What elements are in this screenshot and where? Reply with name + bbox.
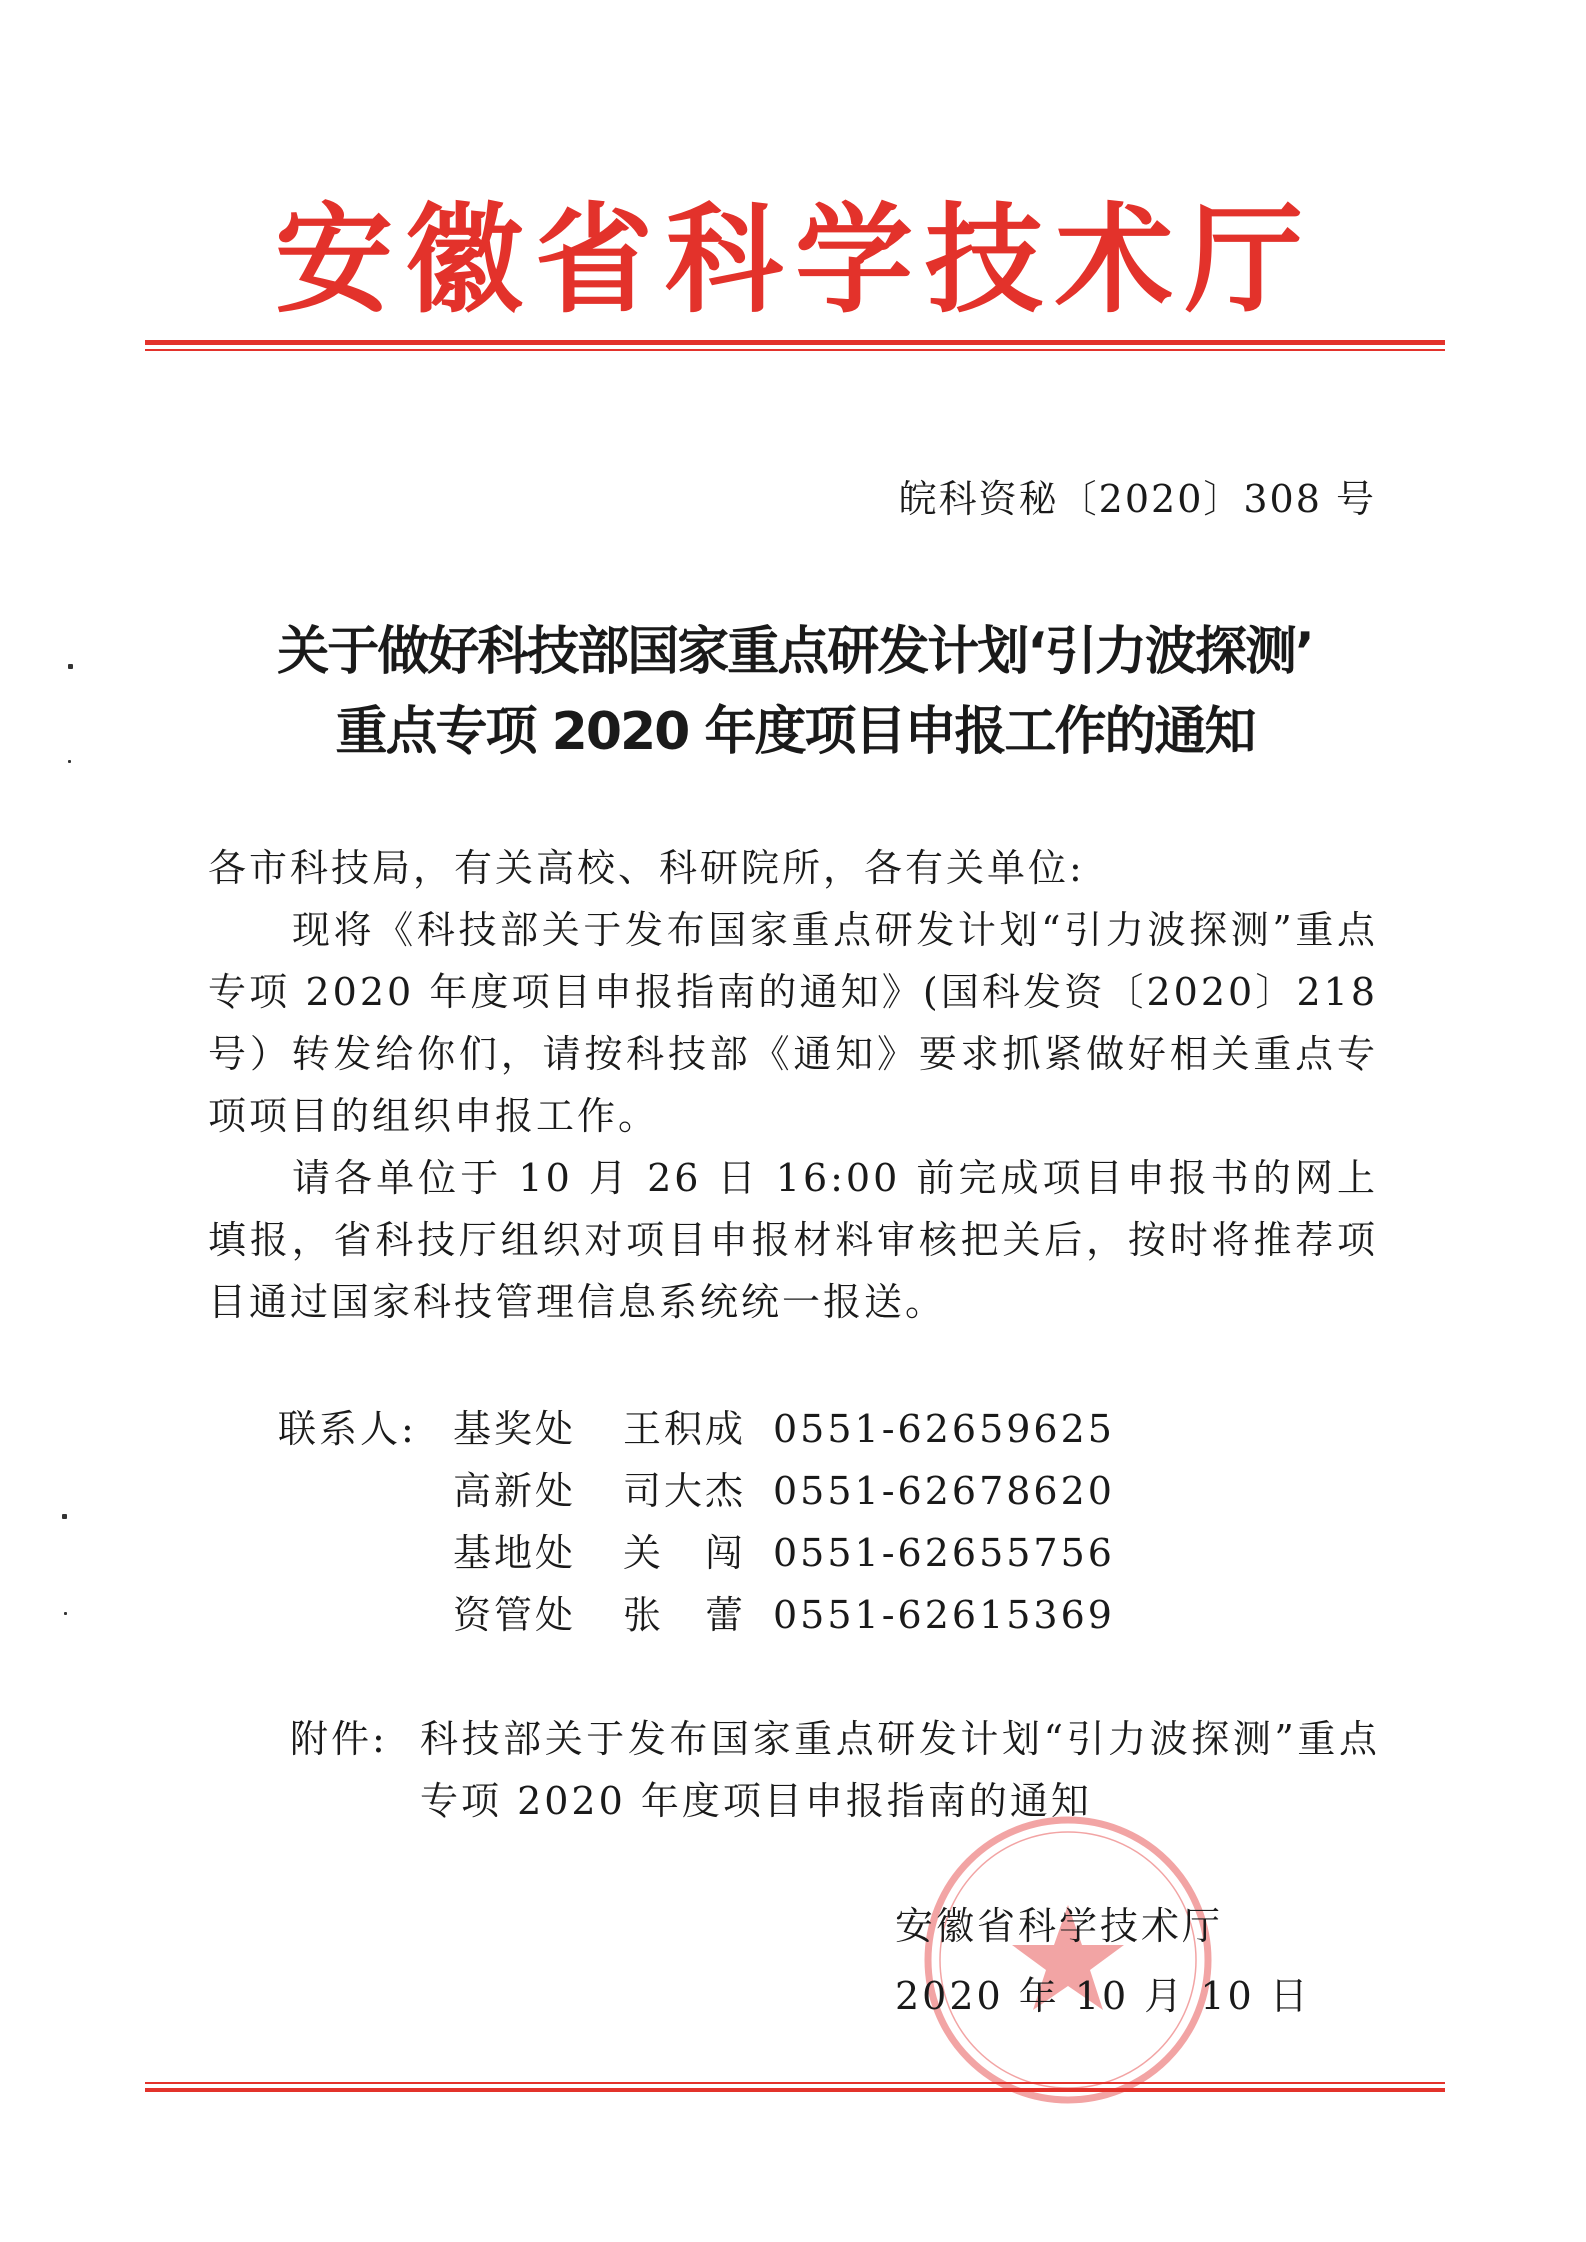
contacts-label: 联系人: bbox=[278, 1407, 417, 1451]
contact-dept: 资管处 bbox=[453, 1593, 577, 1637]
contact-person: 关 闯 bbox=[623, 1531, 747, 1575]
paragraph-2: 请各单位于 10 月 26 日 16:00 前完成项目申报书的网上填报，省科技厅组织对项目申报材料审核把关后，按时将推荐项目通过国家科技管理信息系统统一报送。 bbox=[208, 1156, 1378, 1324]
header-rule-thin bbox=[145, 349, 1445, 351]
scan-mark bbox=[68, 760, 71, 763]
contact-person: 司大杰 bbox=[623, 1469, 747, 1513]
contact-row bbox=[278, 1584, 1115, 1646]
official-seal-icon bbox=[918, 1810, 1218, 2110]
contact-person: 王积成 bbox=[623, 1407, 747, 1451]
title-line-1: 关于做好科技部国家重点研发计划‘引力波探测’ bbox=[277, 622, 1313, 682]
title-line-2: 重点专项 2020 年度项目申报工作的通知 bbox=[335, 702, 1255, 762]
attachment-label: 附件: bbox=[290, 1717, 388, 1761]
contact-phone: 0551-62615369 bbox=[773, 1593, 1115, 1637]
contact-row bbox=[278, 1460, 1115, 1522]
contact-dept: 高新处 bbox=[453, 1469, 577, 1513]
contact-phone: 0551-62678620 bbox=[773, 1469, 1115, 1513]
contact-phone: 0551-62659625 bbox=[773, 1407, 1115, 1451]
contact-row bbox=[278, 1522, 1115, 1584]
agency-header: 安徽省科学技术厅 bbox=[274, 191, 1315, 329]
scan-mark bbox=[64, 1612, 67, 1615]
attachment-text: 科技部关于发布国家重点研发计划“引力波探测”重点专项 2020 年度项目申报指南的通知 bbox=[420, 1717, 1380, 1823]
footer-rule-thick bbox=[145, 2088, 1445, 2092]
contact-phone: 0551-62655756 bbox=[773, 1531, 1115, 1575]
contact-dept: 基奖处 bbox=[453, 1407, 577, 1451]
paragraph-1: 现将《科技部关于发布国家重点研发计划“引力波探测”重点专项 2020 年度项目申报指南的通知》(国科发资〔2020〕218 号）转发给你们，请按科技部《通知》要求抓紧做好相关重点专项项目的组织申报工作。 bbox=[208, 908, 1378, 1138]
scan-mark bbox=[68, 664, 73, 669]
contact-person: 张 蕾 bbox=[623, 1593, 747, 1637]
document-number: 皖科资秘〔2020〕308 号 bbox=[898, 477, 1376, 521]
contact-dept: 基地处 bbox=[453, 1531, 577, 1575]
header-rule-thick bbox=[145, 340, 1445, 345]
footer-rule-thin bbox=[145, 2082, 1445, 2084]
contact-row bbox=[278, 1398, 1115, 1460]
signature-date: 2020 年 10 月 10 日 bbox=[895, 1974, 1311, 2018]
scan-mark bbox=[62, 1514, 67, 1519]
signature-agency: 安徽省科学技术厅 bbox=[895, 1904, 1224, 1948]
salutation: 各市科技局，有关高校、科研院所，各有关单位: bbox=[208, 846, 1085, 890]
